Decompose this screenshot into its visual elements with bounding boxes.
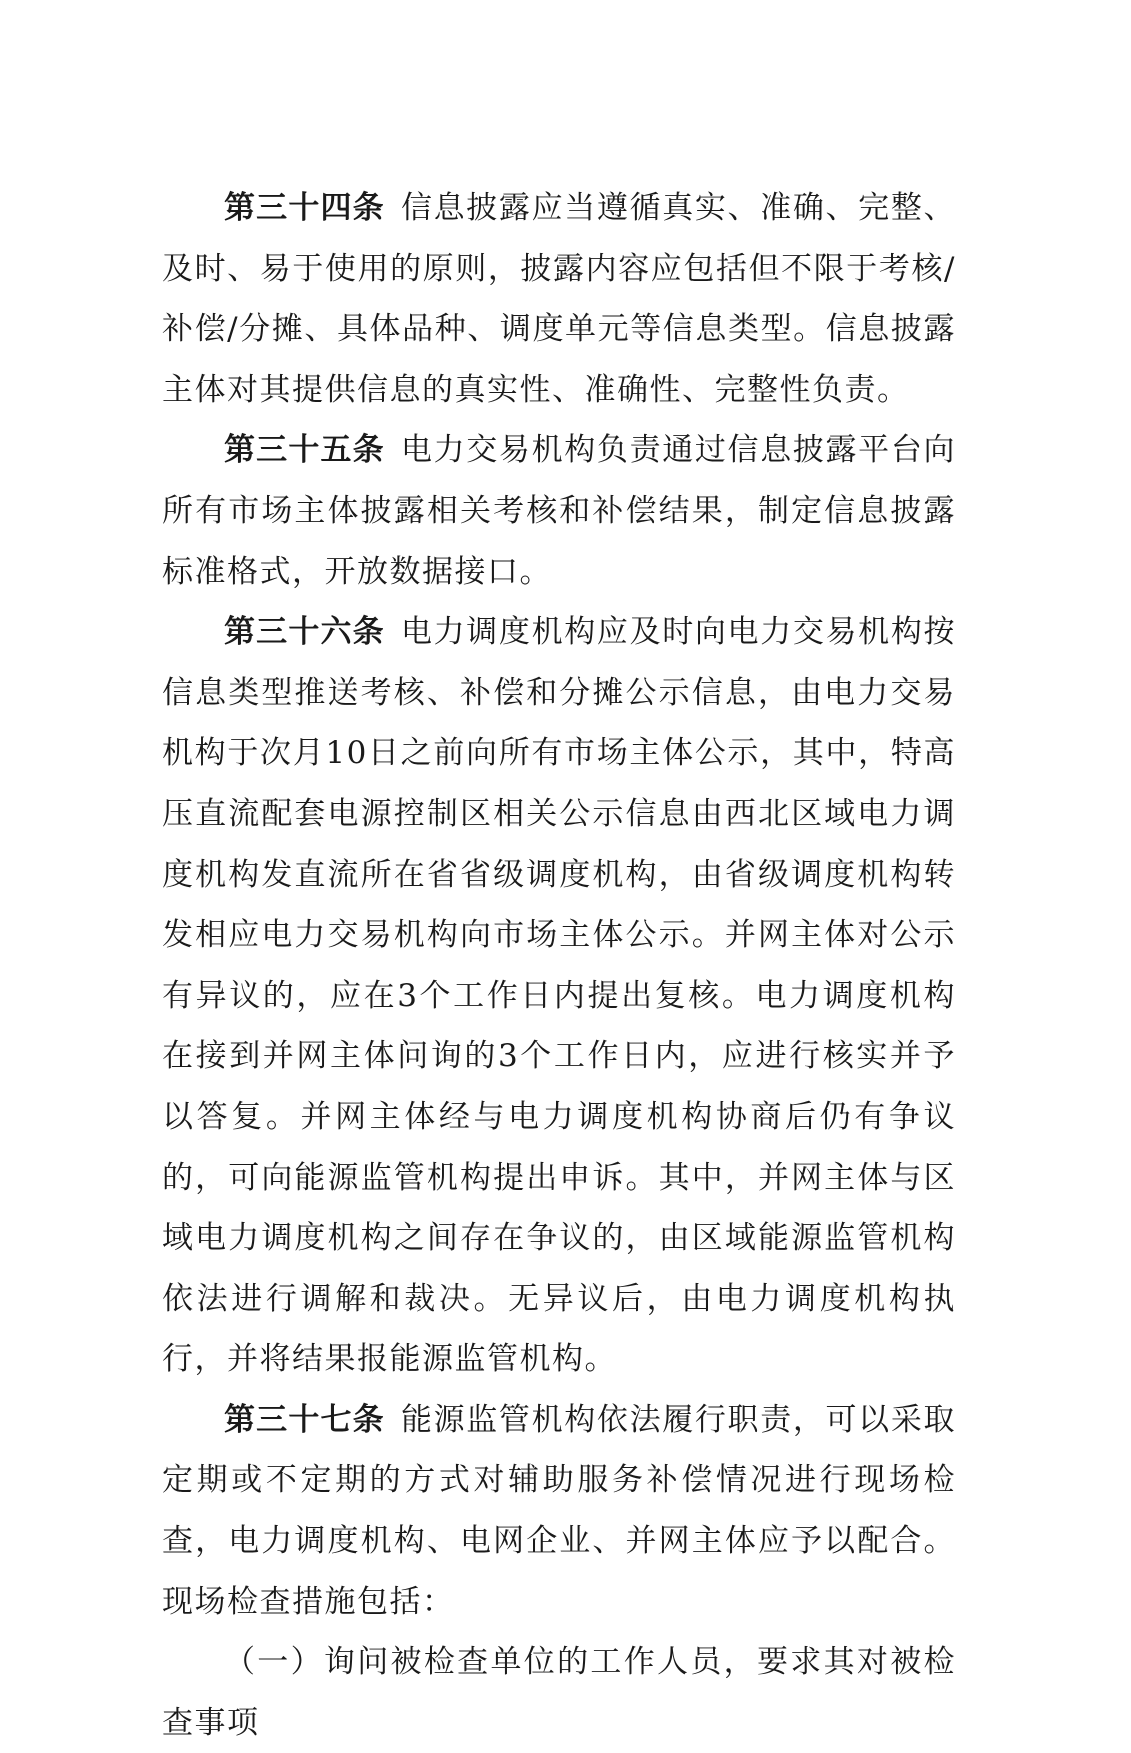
document-body — [162, 178, 956, 1753]
list-item-1 — [162, 1632, 956, 1753]
article-35-text: 电力交易机构负责通过信息披露平台向所有市场主体披露相关考核和补偿结果，制定信息披露标准格式，开放数据接口。 — [162, 432, 956, 590]
list-item-1-text: （一）询问被检查单位的工作人员，要求其对被检查事项 — [162, 1644, 956, 1741]
article-37-title: 第三十七条 — [224, 1401, 385, 1438]
article-36-text: 电力调度机构应及时向电力交易机构按信息类型推送考核、补偿和分摊公示信息，由电力交易机构于次月10日之前向所有市场主体公示，其中，特高压直流配套电源控制区相关公示信息由西北区域电力调度机构发直流所在省省级调度机构，由省级调度机构转发相应电力交易机构向市场主体公示。并网主体对公示有异议的，应在3个工作日内提出复核。电力调度机构在接到并网主体问询的3个工作日内，应进行核实并予以答复。并网主体经与电力调度机构协商后仍有争议的，可向能源监管机构提出申诉。其中，并网主体与区域电力调度机构之间存在争议的，由区域能源监管机构依法进行调解和裁决。无异议后，由电力调度机构执行，并将结果报能源监管机构。 — [162, 614, 956, 1378]
article-36 — [162, 602, 956, 1390]
article-34 — [162, 178, 956, 420]
article-34-text: 信息披露应当遵循真实、准确、完整、及时、易于使用的原则，披露内容应包括但不限于考核/补偿/分摊、具体品种、调度单元等信息类型。信息披露主体对其提供信息的真实性、准确性、完整性负责。 — [162, 190, 956, 408]
article-37 — [162, 1390, 956, 1632]
article-35 — [162, 420, 956, 602]
article-35-title: 第三十五条 — [224, 432, 385, 469]
article-34-title: 第三十四条 — [224, 190, 385, 226]
article-37-text: 能源监管机构依法履行职责，可以采取定期或不定期的方式对辅助服务补偿情况进行现场检查，电力调度机构、电网企业、并网主体应予以配合。现场检查措施包括： — [162, 1401, 956, 1620]
article-36-title: 第三十六条 — [224, 614, 385, 651]
